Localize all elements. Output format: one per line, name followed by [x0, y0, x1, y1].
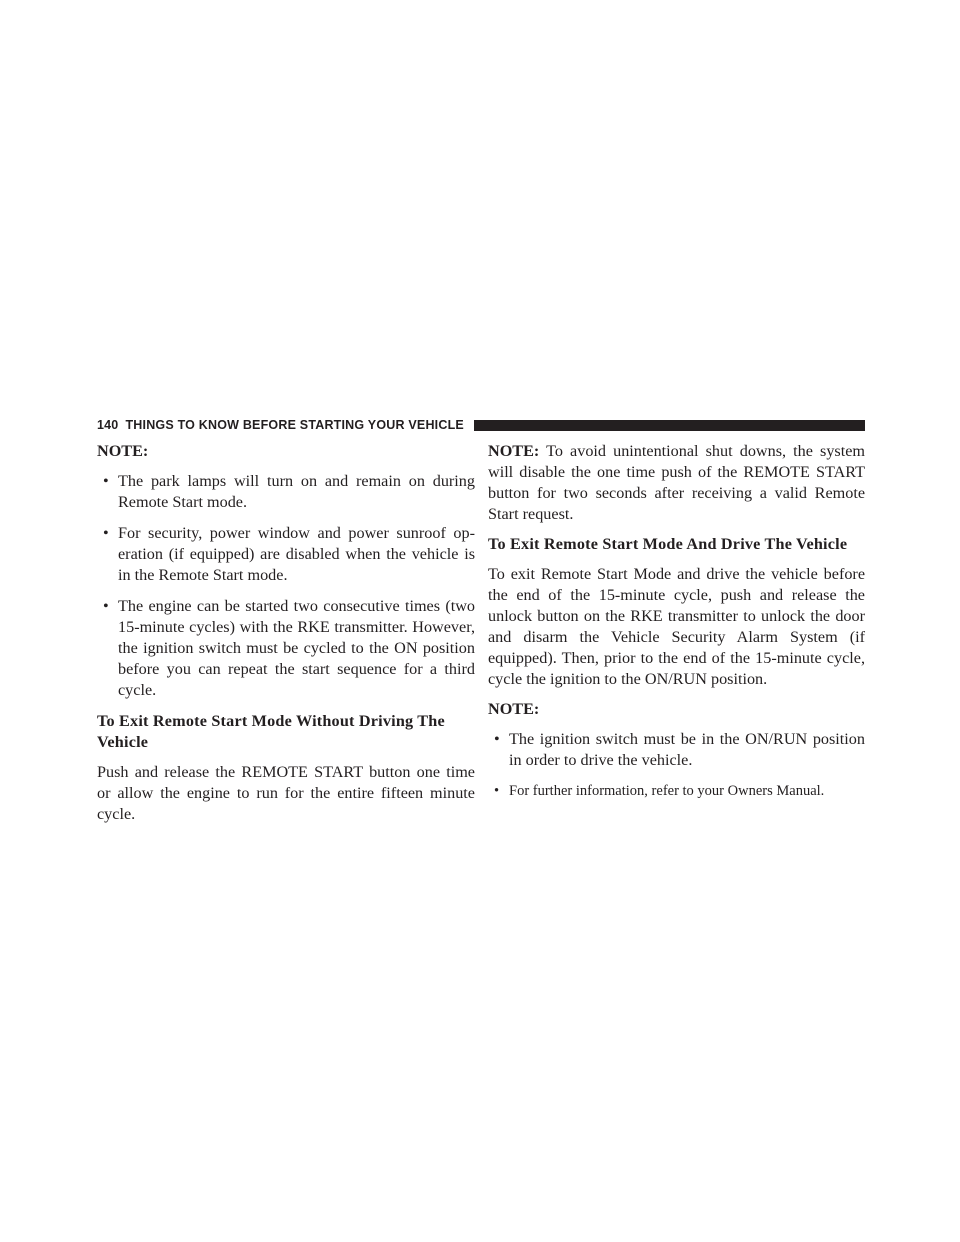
- bullet-icon: •: [103, 524, 109, 542]
- right-column: [488, 441, 865, 812]
- list-item-text: For further information, refer to your Owners Manual.: [509, 783, 825, 799]
- section-heading: To Exit Remote Start Mode And Drive The Vehicle: [488, 535, 848, 553]
- list-item-text: The ignition switch must be in the ON/RUN position in order to drive the vehicle.: [509, 730, 865, 769]
- bullet-icon: •: [494, 730, 500, 748]
- page-number: 140: [97, 418, 119, 432]
- note-bullet-list: [97, 471, 475, 701]
- section-title: THINGS TO KNOW BEFORE STARTING YOUR VEHICLE: [125, 418, 464, 432]
- list-item-text: For security, power window and power sunroof op- eration (if equipped) are disabled when the vehicle is in the Remote Start mode.: [118, 524, 475, 584]
- body-paragraph: Push and release the REMOTE START button one time or allow the engine to run for the entire fifteen minute cycle.: [97, 763, 475, 823]
- note-label: NOTE:: [488, 442, 540, 460]
- bullet-icon: •: [103, 597, 109, 615]
- note-label: NOTE:: [488, 700, 540, 718]
- list-item-text: The park lamps will turn on and remain on during Remote Start mode.: [118, 472, 475, 511]
- note-text: To avoid unintentional shut downs, the system will disable the one time push of the REMOTE START button for two seconds after receiving a valid Remote Start request.: [488, 442, 865, 523]
- left-column: [97, 441, 475, 834]
- list-item-text: The engine can be started two consecutive times (two 15-minute cycles) with the RKE transmitter. However, the ignition switch must be cycled to the ON position before you can repeat the start sequence for a third cycle.: [118, 597, 475, 699]
- bullet-icon: •: [494, 783, 500, 799]
- bullet-icon: •: [103, 472, 109, 490]
- list-item: [97, 523, 475, 586]
- header-rule: [474, 420, 865, 431]
- list-item: [488, 781, 865, 802]
- note-bullet-list: [488, 729, 865, 802]
- body-paragraph: To exit Remote Start Mode and drive the vehicle before the end of the 15-minute cycle, push and release the unlock button on the RKE transmitter to unlock the door and disarm the Vehicle Security Alarm System (if equipped). Then, prior to the end of the 15-minute cycle, cycle the ignition to the ON/RUN position.: [488, 565, 865, 688]
- list-item: [97, 596, 475, 701]
- note-label: NOTE:: [97, 442, 149, 460]
- list-item: [97, 471, 475, 513]
- section-heading: To Exit Remote Start Mode Without Driving The Vehicle: [97, 712, 445, 751]
- page-header: [97, 418, 865, 432]
- list-item: [488, 729, 865, 771]
- note-paragraph: [488, 441, 865, 525]
